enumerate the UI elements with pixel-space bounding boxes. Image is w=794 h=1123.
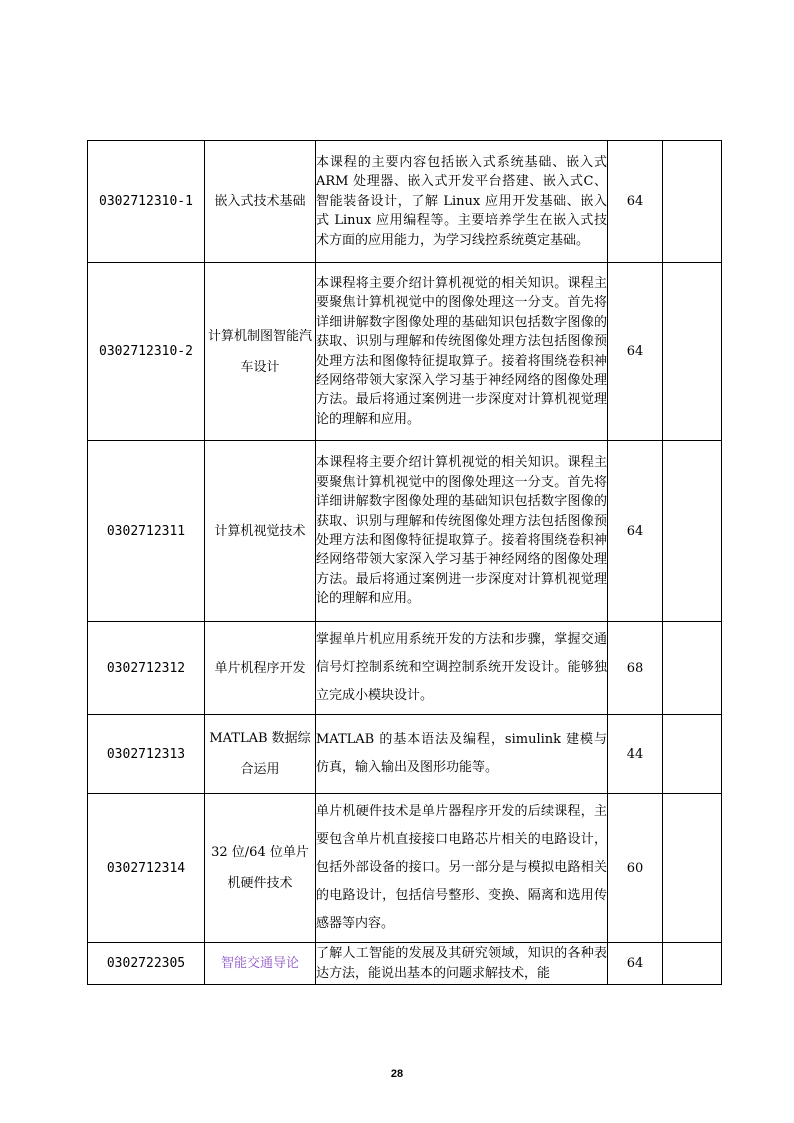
course-hours: 60 bbox=[608, 794, 663, 943]
course-hours: 68 bbox=[608, 622, 663, 715]
course-name: 计算机制图智能汽车设计 bbox=[205, 263, 316, 441]
course-code: 0302712312 bbox=[88, 622, 205, 715]
course-code: 0302722305 bbox=[88, 943, 205, 985]
course-hours: 64 bbox=[608, 263, 663, 441]
table-row bbox=[88, 622, 722, 715]
course-extra-cell bbox=[663, 622, 722, 715]
course-name: 32 位/64 位单片机硬件技术 bbox=[205, 794, 316, 943]
course-extra-cell bbox=[663, 943, 722, 985]
course-extra-cell bbox=[663, 263, 722, 441]
table-row bbox=[88, 715, 722, 794]
course-name: 智能交通导论 bbox=[205, 943, 316, 985]
course-extra-cell bbox=[663, 715, 722, 794]
course-name: 嵌入式技术基础 bbox=[205, 141, 316, 263]
course-extra-cell bbox=[663, 794, 722, 943]
course-code: 0302712310-1 bbox=[88, 141, 205, 263]
course-description: 单片机硬件技术是单片器程序开发的后续课程，主要包含单片机直接接口电路芯片相关的电路设计，包括外部设备的接口。另一部分是与模拟电路相关的电路设计，包括信号整形、变换、隔离和选用传感器等内容。 bbox=[316, 794, 608, 943]
table-row bbox=[88, 943, 722, 985]
course-hours: 64 bbox=[608, 943, 663, 985]
course-description: 本课程的主要内容包括嵌入式系统基础、嵌入式 ARM 处理器、嵌入式开发平台搭建、嵌入式C、智能装备设计，了解 Linux 应用开发基础、嵌入式 Linux 应用编程等。主要培养学生在嵌入式技术方面的应用能力，为学习线控系统奠定基础。 bbox=[316, 141, 608, 263]
course-name: MATLAB 数据综合运用 bbox=[205, 715, 316, 794]
course-table bbox=[87, 140, 722, 985]
course-description: MATLAB 的基本语法及编程，simulink 建模与仿真，输入输出及图形功能等。 bbox=[316, 715, 608, 794]
course-hours: 44 bbox=[608, 715, 663, 794]
course-code: 0302712314 bbox=[88, 794, 205, 943]
table-row bbox=[88, 263, 722, 441]
course-hours: 64 bbox=[608, 441, 663, 622]
course-extra-cell bbox=[663, 441, 722, 622]
course-name: 计算机视觉技术 bbox=[205, 441, 316, 622]
course-name: 单片机程序开发 bbox=[205, 622, 316, 715]
course-extra-cell bbox=[663, 141, 722, 263]
course-description: 本课程将主要介绍计算机视觉的相关知识。课程主要聚焦计算机视觉中的图像处理这一分支。首先将详细讲解数字图像处理的基础知识包括数字图像的获取、识别与理解和传统图像处理方法包括图像预处理方法和图像特征提取算子。接着将围绕卷积神经网络带领大家深入学习基于神经网络的图像处理方法。最后将通过案例进一步深度对计算机视觉理论的理解和应用。 bbox=[316, 441, 608, 622]
course-description: 本课程将主要介绍计算机视觉的相关知识。课程主要聚焦计算机视觉中的图像处理这一分支。首先将详细讲解数字图像处理的基础知识包括数字图像的获取、识别与理解和传统图像处理方法包括图像预处理方法和图像特征提取算子。接着将围绕卷积神经网络带领大家深入学习基于神经网络的图像处理方法。最后将通过案例进一步深度对计算机视觉理论的理解和应用。 bbox=[316, 263, 608, 441]
course-code: 0302712310-2 bbox=[88, 263, 205, 441]
course-code: 0302712311 bbox=[88, 441, 205, 622]
table-row bbox=[88, 794, 722, 943]
course-description: 掌握单片机应用系统开发的方法和步骤，掌握交通信号灯控制系统和空调控制系统开发设计。能够独立完成小模块设计。 bbox=[316, 622, 608, 715]
page-number: 28 bbox=[390, 1068, 404, 1080]
table-row bbox=[88, 441, 722, 622]
course-hours: 64 bbox=[608, 141, 663, 263]
table-row bbox=[88, 141, 722, 263]
course-description: 了解人工智能的发展及其研究领域，知识的各种表达方法，能说出基本的问题求解技术，能 bbox=[316, 943, 608, 985]
course-code: 0302712313 bbox=[88, 715, 205, 794]
